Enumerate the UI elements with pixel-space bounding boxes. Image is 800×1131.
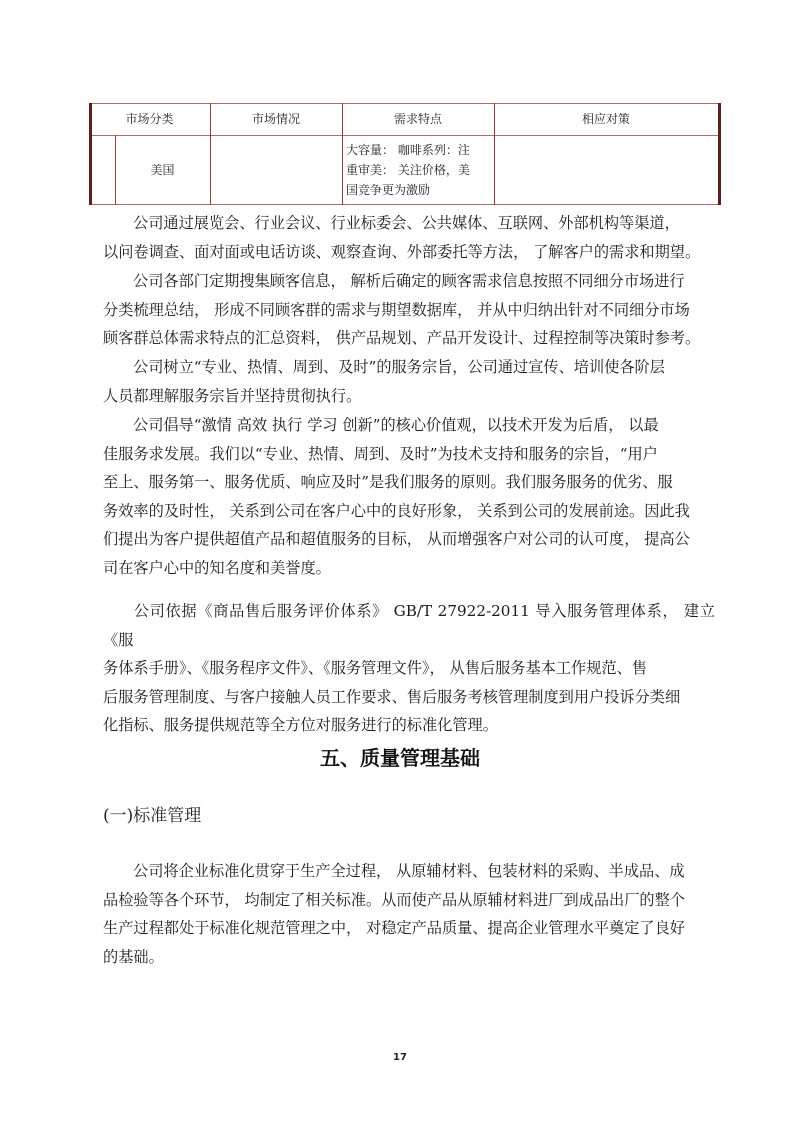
paragraph-core-values	[103, 411, 715, 582]
text-line: 以问卷调查、面对面或电话访谈、观察查询、外部委托等方法， 了解客户的需求和期望。	[103, 242, 701, 261]
table-cell-demand	[346, 135, 492, 205]
paragraph-service-system	[103, 597, 715, 740]
text-line: 至上、服务第一、服务优质、响应及时”是我们服务的原则。我们服务服务的优劣、服	[103, 473, 673, 491]
demand-line: 大容量： 咖啡系列：注	[346, 143, 470, 157]
text-line: 后服务管理制度、与客户接触人员工作要求、售后服务考核管理制度到用户投诉分类细	[103, 687, 681, 706]
table-cell-situation	[210, 135, 342, 205]
text-line: 人员都理解服务宗旨并坚持贯彻执行。	[103, 386, 362, 405]
text-line: 务效率的及时性， 关系到公司在客户心中的良好形象， 关系到公司的发展前途。因此我	[103, 501, 690, 520]
table-cell-strategy	[494, 135, 718, 205]
text-line: 公司倡导“激情 高效 执行 学习 创新”的核心价值观，以技术开发为后盾， 以最	[133, 416, 659, 434]
paragraph-channels	[103, 209, 715, 266]
paragraph-standard-management	[103, 857, 715, 971]
text-line: 顾客群总体需求特点的汇总资料， 供产品规划、产品开发设计、过程控制等决策时参考。	[103, 329, 701, 347]
text-line: 公司树立“专业、热情、周到、及时”的服务宗旨，公司通过宣传、培训使各阶层	[133, 358, 665, 376]
text-line: 分类梳理总结， 形成不同顾客群的需求与期望数据库， 并从中归纳出针对不同细分市场	[103, 300, 690, 319]
paragraph-service-tenet	[103, 353, 715, 410]
table-cell-category: 美国	[150, 163, 175, 177]
text-line: 的基础。	[103, 947, 164, 966]
text-line: 品检验等各个环节， 均制定了相关标准。从而使产品从原辅材料进厂到成品出厂的整个	[103, 890, 685, 909]
demand-line: 重审美： 关注价格，美	[346, 163, 470, 177]
table-border-right	[718, 103, 721, 205]
table-header-market-situation: 市场情况	[251, 112, 300, 126]
text-line: 司在客户心中的知名度和美誉度。	[103, 558, 331, 577]
text-line: 佳服务求发展。我们以“专业、热情、周到、及时”为技术支持和服务的宗旨，“用户	[103, 444, 658, 463]
text-line: 公司通过展览会、行业会议、行业标委会、公共媒体、互联网、外部机构等渠道，	[133, 214, 680, 232]
subsection-title: (一)标准管理	[103, 806, 202, 826]
table-header-market-category: 市场分类	[125, 112, 174, 126]
table-header-demand-features: 需求特点	[393, 112, 442, 126]
page-number: 17	[393, 1052, 407, 1063]
text-line: 公司各部门定期搜集顾客信息， 解析后确定的顾客需求信息按照不同细分市场进行	[133, 272, 685, 290]
text-line: 公司依据《商品售后服务评价体系》 GB/T 27922-2011 导入服务管理体系， 建立《服	[103, 602, 715, 649]
demand-line: 国竞争更为激励	[346, 183, 431, 197]
text-line: 化指标、服务提供规范等全方位对服务进行的标准化管理。	[103, 716, 498, 734]
text-line: 务体系手册》、《服务程序文件》、《服务管理文件》， 从售后服务基本工作规范、售	[103, 659, 647, 677]
text-line: 生产过程都处于标准化规范管理之中， 对稳定产品质量、提高企业管理水平奠定了良好	[103, 919, 685, 937]
section-title: 五、质量管理基础	[320, 746, 480, 770]
market-table	[89, 103, 721, 205]
paragraph-customer-info	[103, 267, 715, 353]
text-line: 们提出为客户提供超值产品和超值服务的目标， 从而增强客户对公司的认可度， 提高公	[103, 530, 690, 548]
table-header-strategy: 相应对策	[581, 112, 630, 126]
text-line: 公司将企业标准化贯穿于生产全过程， 从原辅材料、包装材料的采购、半成品、成	[133, 862, 685, 880]
